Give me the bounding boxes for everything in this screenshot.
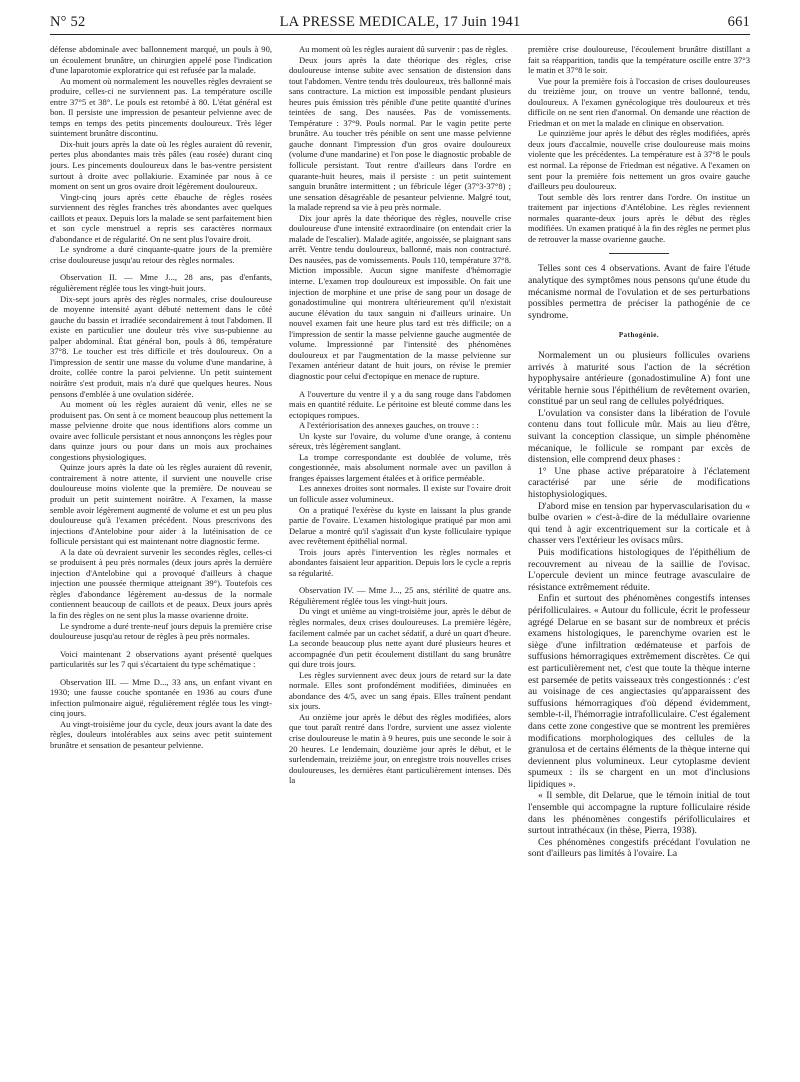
paragraph: Dix-huit jours après la date où les règles auraient dû revenir, pertes plus abondantes mais très pâles (eau rosée) durant cinq jours. Les pincements douloureux dans le bas-ventre persistent surtout à droite avec pollakiurie. Examinée par nous à ce moment on sent un gros ovaire droit légèrement douloureux. bbox=[50, 138, 272, 192]
paragraph: « Il semble, dit Delarue, que le témoin initial de tout l'ensemble qui accompagne la rupture folliculaire réside dans les phénomènes congestifs périfolliculaires et surtout intrathécaux (in thèse, Pierra, 1938). bbox=[528, 790, 750, 837]
paragraph: A la date où devraient survenir les secondes règles, celles-ci se produisent à peu près normales (deux jours après la dernière injection d'Antelobine qui a provoqué d'ailleurs à chaque injection une poussée thermique atteignant 39°). Toutefois ces règles d'abondance légèrement au-dessus de la normale contiennent beaucoup de caillots et de peaux. Deux jours après la fin des règles on ne sent plus la masse ovarienne droite. bbox=[50, 546, 272, 620]
header-rule bbox=[50, 34, 750, 35]
page-number-right: 661 bbox=[727, 14, 750, 30]
paragraph: L'ovulation va consister dans la libération de l'ovule contenu dans tout follicule mûr. Mais au lieu d'être, suivant la conception classique, un simple phénomène mécanique, le follicule se rompant par excès de distension, elle comprend deux phases : bbox=[528, 407, 750, 466]
paragraph: Les règles surviennent avec deux jours de retard sur la date normale. Elles sont profondément modifiées, diminuées en abondance des 4/5, avec un sang épais. Elles traînent pendant six jours. bbox=[289, 669, 511, 712]
paragraph: A l'ouverture du ventre il y a du sang rouge dans l'abdomen mais en quantité réduite. Le péritoine est bleuté comme dans les ectopiques rompues. bbox=[289, 388, 511, 420]
paragraph: Dix-sept jours après des règles normales, crise douloureuse de moyenne intensité ayant débuté nettement dans le côté gauche du bassin et irradiée secondairement à tout l'abdomen. Il existe en particulier une douleur très vive sus-pubienne au palper abdominal. État général bon, pouls à 86, température 37°8. Le toucher est très difficile et très douloureux. On a l'impression de sentir une masse du volume d'une mandarine, à droite, collée contre la paroi pelvienne. Un petit suintement noirâtre s'est produit, mais n'a duré que quelques heures. Nous pensons d'emblée à une ovulation sidérée. bbox=[50, 293, 272, 399]
paragraph: On a pratiqué l'exérèse du kyste en laissant la plus grande partie de l'ovaire. L'examen histologique pratiqué par mon ami Delarue a montré qu'il s'agissait d'un kyste folliculaire typique avec revêtement épithélial normal. bbox=[289, 504, 511, 547]
section-divider bbox=[609, 253, 669, 254]
paragraph: Trois jours après l'intervention les règles normales et abondantes faisaient leur apparition. Depuis lors le cycle a repris sa régularité. bbox=[289, 546, 511, 578]
paragraph: 1° Une phase active préparatoire à l'éclatement caractérisé par une série de modifications histophysiologiques. bbox=[528, 465, 750, 501]
paragraph: Vingt-cinq jours après cette ébauche de règles rosées surviennent des règles franches très abondantes avec quelques caillots et peaux. Depuis lors la malade se sent parfaitement bien et son cycle menstruel a repris ses caractères normaux d'abondance et de régularité. On ne sent plus l'ovaire droit. bbox=[50, 191, 272, 244]
paragraph: Normalement un ou plusieurs follicules ovariens arrivés à maturité sous l'action de la sécrétion hypophysaire antérieure (gonadostimuline A) font une véritable hernie sous l'épithélium de revêtement ovarien, constitué par un seul rang de cellules polyédriques. bbox=[528, 349, 750, 408]
paragraph: Ces phénomènes congestifs précédant l'ovulation ne sont d'ailleurs pas limités à l'ovaire. La bbox=[528, 836, 750, 860]
paragraph: première crise douloureuse, l'écoulement brunâtre distillant a fait sa réapparition, tandis que la température oscille entre 37°3 le matin et 37°8 le soir. bbox=[528, 44, 750, 76]
paragraph: Tout semble dès lors rentrer dans l'ordre. On institue un traitement par injections d'Antélobine. Les règles reviennent normales quarante-deux jours après le début des règles modifiées. Un examen pratiqué à la fin des règles ne permet plus de retrouver la masse ovarienne gauche. bbox=[528, 191, 750, 244]
paragraph: Les annexes droites sont normales. Il existe sur l'ovaire droit un follicule assez volumineux. bbox=[289, 483, 511, 504]
observation-heading: Observation II. — Mme J..., 28 ans, pas d'enfants, régulièrement réglée tous les vingt-huit jours. bbox=[50, 272, 272, 294]
paragraph: Deux jours après la date théorique des règles, crise douloureuse intense subite avec sensation de distension dans tout l'abdomen. Ventre tendu très douloureux, très ballonné mais sans contracture. La miction est impossible pendant plusieurs heures puis émission très pénible d'une petite quantité d'urines teintées de sang. Des nausées. Pas de vomissements. Température : 37°9. Pouls normal. Par le vagin petite perte brunâtre. Au toucher très pénible on sent une masse pelvienne gauche donnant l'impression d'un gros ovaire douloureux (volume d'une mandarine) et l'on pose le diagnostic probable de follicule persistant. Tout rentre d'ailleurs dans l'ordre en quarante-huit heures, mais il persiste : un petit suintement sanguin brunâtre intermittent ; un fébricule léger (37°3-37°8) ; une sensation désagréable de pesanteur pelvienne. Malgré tout, la malade reprend sa vie à peu près normale. bbox=[289, 54, 511, 213]
text-column-1 bbox=[50, 44, 272, 1064]
observation-heading: Observation III. — Mme D..., 33 ans, un enfant vivant en 1930; une fausse couche spontanée en 1936 au cours d'une infection pulmonaire aiguë, régulièrement réglée tous les vingt-cinq jours. bbox=[50, 676, 272, 719]
paragraph: La trompe correspondante est doublée de volume, très congestionnée, mais absolument normale avec un pavillon à franges épaisses largement étalées et à orifice perméable. bbox=[289, 451, 511, 483]
paragraph: Au moment où les règles auraient dû venir, elles ne se produisent pas. On sent à ce moment beaucoup plus nettement la masse pelvienne droite que nous identifions alors comme un ovaire avec follicule persistant et nous annonçons les règles pour dans quinze jours ou pour dans un mois aux prochaines congestions physiologiques. bbox=[50, 399, 272, 462]
paragraph: Vue pour la première fois à l'occasion de crises douloureuses du treizième jour, on trouve un ventre ballonné, tendu, douloureux. A l'examen gynécologique très douloureux et très difficile on ne sent rien d'anormal. On demande une réaction de Friedman et on met la malade en clinique en observation. bbox=[528, 75, 750, 128]
page-header bbox=[50, 12, 750, 40]
paragraph: Telles sont ces 4 observations. Avant de faire l'étude analytique des symptômes nous pensons qu'une étude du mécanisme normal de l'ovulation et de ses perturbations possibles permettra de préciser la pathogénie de ce syndrome. bbox=[528, 263, 750, 321]
paragraph: Puis modifications histologiques de l'épithélium de recouvrement au niveau de la saillie de l'ovisac. L'opercule devient un mince feutrage avasculaire de résistance extrêmement réduite. bbox=[528, 547, 750, 593]
paragraph: Le quinzième jour après le début des règles modifiées, après deux jours d'accalmie, nouvelle crise douloureuse mais moins violente que les précédentes. La température est à 37°8 le pouls est normal. La réponse de Friedman est négative. A l'examen on sent pour la première fois nettement un gros ovaire gauche d'ailleurs peu douloureux. bbox=[528, 128, 750, 192]
paragraph: Dix jour après la date théorique des règles, nouvelle crise douloureuse d'une intensité extraordinaire (on entendait crier la malade de l'escalier). Malade agitée, angoissée, se plaignant sans arrêt. Ventre tendu douloureux, ballonné, mais non contracturé. Des nausées, pas de vomissements. Pouls 110, température 37°8. Miction impossible. Aucun signe manifeste d'hémorragie interne. L'examen trop douloureux est impossible. On fait une injection de morphine et une prise de sang pour un dosage de gonadostimuline qui montrera ultérieurement qu'il n'existait aucune élévation du taux sanguin ni d'ailleurs urinaire. Un nouvel examen fait une heure plus tard est très difficile; on a l'impression de sentir la masse pelvienne gauche augmentée de volume. Impressionné par l'intensité des phénomènes douloureux et par l'augmentation de la masse pelvienne sur l'examen antérieur datant de huit jours, on révise le premier diagnostic pour celui d'ectopique en menace de rupture. bbox=[289, 212, 511, 381]
paragraph: Enfin et surtout des phénomènes congestifs intenses périfolliculaires. « Autour du follicule, écrit le professeur agrégé Delarue en se basant sur de nombreux et précis examens histologiques, le parenchyme ovarien est le siège d'une infiltration œdémateuse et parfois de suffusions hémorragiques extrêmement discrètes. Ce qui est particulièrement net, c'est que toute la thèque interne est parsemée de petits vaisseaux très congestionnés : c'est au voisinage de ces angiectasies qu'apparaissent des suffusions hémorragiques d'où dépend évidemment, semble-t-il, l'hémorragie intrafolliculaire. C'est également dans cette zone congestive que se montrent les premières modifications morphologiques des cellules de la granulosa et de certains éléments de la thèque interne qui deviennent plus volumineux. Leur cytoplasme devient spumeux : ils se chargent en un mot d'inclusions lipidiques ». bbox=[528, 593, 750, 790]
paragraph: D'abord mise en tension par hypervascularisation du « bulbe ovarien » c'est-à-dire de la médullaire ovarienne qui tend à agir excentriquement sur la corticale et à chasser vers l'extérieur les ovisacs mûrs. bbox=[528, 500, 750, 547]
paragraph: Un kyste sur l'ovaire, du volume d'une orange, à contenu séreux, très légèrement sanglant. bbox=[289, 430, 511, 452]
journal-title: LA PRESSE MEDICALE, 17 Juin 1941 bbox=[279, 14, 521, 30]
page-number-left: N° 52 bbox=[50, 14, 86, 30]
text-column-3 bbox=[528, 44, 750, 1064]
paragraph: A l'extériorisation des annexes gauches, on trouve : : bbox=[299, 420, 479, 431]
paragraph: Le syndrome a duré cinquante-quatre jours de la première crise douloureuse jusqu'au retour des règles normales. bbox=[50, 244, 272, 265]
paragraph: Du vingt et unième au vingt-troisième jour, après le début de règles normales, deux crises douloureuses. La première légère, facilement calmée par un cachet sédatif, a duré un quart d'heure. La seconde beaucoup plus nette ayant duré plusieurs heures et accompagnée d'un petit écoulement distillant du sang brunâtre qui dure trois jours. bbox=[289, 606, 511, 670]
observation-heading: Observation IV. — Mme J..., 25 ans, stérilité de quatre ans. Régulièrement réglée tous les vingt-huit jours. bbox=[289, 585, 511, 606]
section-heading: Pathogénie. bbox=[618, 331, 660, 340]
paragraph: Au moment où les règles auraient dû survenir : pas de règles. bbox=[299, 44, 508, 54]
paragraph: Au onzième jour après le début des règles modifiées, alors que tout paraît rentré dans l'ordre, survient une assez violente crise douloureuse le matin à 9 heures, puis une seconde le soir à 20 heures. Le lendemain, douzième jour après le début, et le surlendemain, treizième jour, on enregistre trois nouvelles crises douloureuses, les dernières étant particulièrement intenses. Dès la bbox=[289, 711, 511, 786]
paragraph: Le syndrome a duré trente-neuf jours depuis la première crise douloureuse jusqu'au retour de règles à peu près normales. bbox=[50, 620, 272, 642]
paragraph: Voici maintenant 2 observations ayant présenté quelques particularités sur les 7 qui s'écartaient du type schématique : bbox=[50, 648, 272, 670]
paragraph: Au vingt-troisième jour du cycle, deux jours avant la date des règles, douleurs intolérables aux seins avec petit suintement brunâtre et sensation de pesanteur pelvienne. bbox=[50, 718, 272, 750]
paragraph: défense abdominale avec ballonnement marqué, un pouls à 90, un écoulement brunâtre, un chirurgien appelé pose l'indication d'une laparotomie exploratrice qui est refusée par la malade. bbox=[50, 44, 272, 76]
paragraph: Au moment où normalement les nouvelles règles devraient se produire, celles-ci ne surviennent pas. La température oscille entre 37°5 et 38°. Le pouls est retombé à 80. L'état général est bon. Il persiste une impression de pesanteur pelvienne avec de temps en temps des petits pincements douloureux. Très léger suintement brunâtre discontinu. bbox=[50, 75, 272, 139]
paragraph: Quinze jours après la date où les règles auraient dû revenir, contrairement à notre attente, il survient une nouvelle crise douloureuse moins violente que la première. De nouveau se produit un petit suintement noirâtre. A l'examen, la masse semble avoir légèrement augmenté de volume et est un peu plus douloureuse qu'à l'examen précédent. Nous prescrivons des injections d'Antelobine pour aider à la lutéinisation de ce follicule persistant qui est maintenant notre diagnostic ferme. bbox=[50, 462, 272, 547]
text-column-2 bbox=[289, 44, 511, 1064]
